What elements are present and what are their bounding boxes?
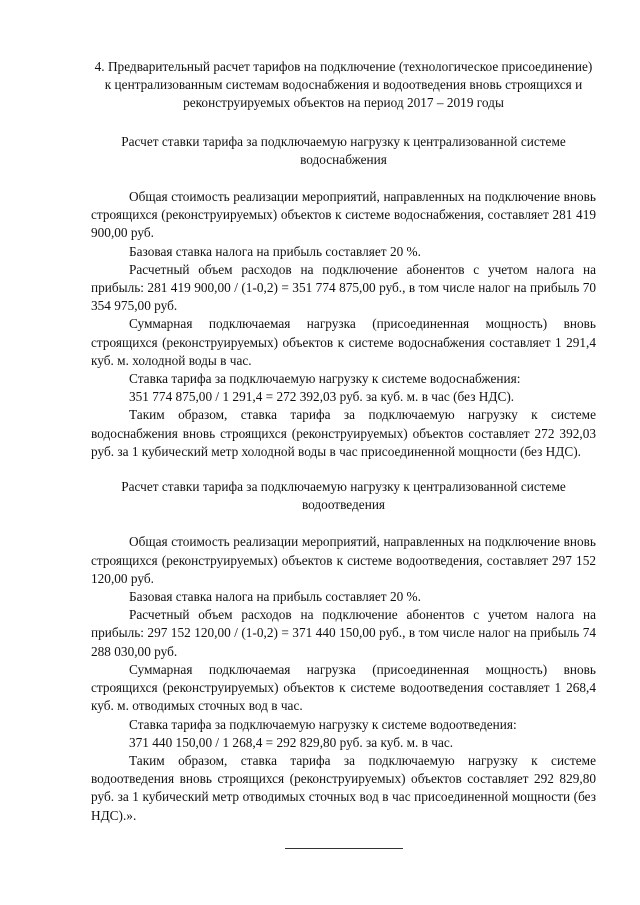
document-page — [91, 58, 596, 825]
wastewater-tax-rate-paragraph: Базовая ставка налога на прибыль составляет 20 %. — [129, 589, 421, 605]
section-title: 4. Предварительный расчет тарифов на подключение (технологическое присоединение) к централизованным системам водоснабжения и водоотведения вновь строящихся и реконструируемых объектов на период 2017 – 2019 годы — [94, 59, 593, 111]
wastewater-cost-paragraph: Общая стоимость реализации мероприятий, направленных на подключение вновь строящихся (реконструируемых) объектов к системе водоотведения, составляет 297 152 120,00 руб. — [91, 534, 596, 586]
water-supply-load-paragraph: Суммарная подключаемая нагрузка (присоединенная мощность) вновь строящихся (реконструируемых) объектов к системе водоснабжения составляет 1 291,4 куб. м. холодной воды в час. — [91, 316, 596, 368]
wastewater-expenses-paragraph: Расчетный объем расходов на подключение абонентов с учетом налога на прибыль: 297 152 120,00 / (1-0,2) = 371 440 150,00 руб., в том числе налог на прибыль 74 288 030,00 руб. — [91, 607, 596, 659]
section-spacer — [91, 461, 596, 478]
water-supply-expenses-paragraph: Расчетный объем расходов на подключение абонентов с учетом налога на прибыль: 281 419 900,00 / (1-0,2) = 351 774 875,00 руб., в том числе налог на прибыль 70 354 975,00 руб. — [91, 261, 596, 314]
water-supply-conclusion-paragraph: Таким образом, ставка тарифа за подключаемую нагрузку к системе водоснабжения вновь строящихся (реконструируемых) объектов составляет 272 392,03 руб. за 1 кубический метр холодной воды в час присоединенной мощности (без НДС). — [91, 407, 596, 459]
wastewater-rate-label: Ставка тарифа за подключаемую нагрузку к системе водоотведения: — [129, 716, 517, 732]
wastewater-load-paragraph: Суммарная подключаемая нагрузка (присоединенная мощность) вновь строящихся (реконструируемых) объектов к системе водоотведения составляет 1 268,4 куб. м. отводимых сточных вод в час. — [91, 661, 596, 714]
wastewater-rate-formula: 371 440 150,00 / 1 268,4 = 292 829,80 руб. за куб. м. в час. — [129, 734, 454, 750]
water-supply-rate-label: Ставка тарифа за подключаемую нагрузку к системе водоснабжения: — [129, 371, 521, 387]
wastewater-conclusion-paragraph: Таким образом, ставка тарифа за подключаемую нагрузку к системе водоотведения вновь строящихся (реконструируемых) объектов составляет 292 829,80 руб. за 1 кубический метр отводимых сточных вод в час присоединенной мощности (без НДС).». — [91, 752, 596, 823]
water-supply-rate-formula: 351 774 875,00 / 1 291,4 = 272 392,03 руб. за куб. м. в час (без НДС). — [129, 389, 515, 405]
water-supply-tax-rate-paragraph: Базовая ставка налога на прибыль составляет 20 %. — [129, 243, 421, 259]
wastewater-heading: Расчет ставки тарифа за подключаемую нагрузку к централизованной системе водоотведения — [121, 479, 566, 513]
water-supply-heading: Расчет ставки тарифа за подключаемую нагрузку к централизованной системе водоснабжения — [121, 133, 566, 167]
water-supply-cost-paragraph: Общая стоимость реализации мероприятий, направленных на подключение вновь строящихся (реконструируемых) объектов к системе водоснабжения, составляет 281 419 900,00 руб. — [91, 189, 596, 241]
end-divider-line — [285, 848, 403, 849]
